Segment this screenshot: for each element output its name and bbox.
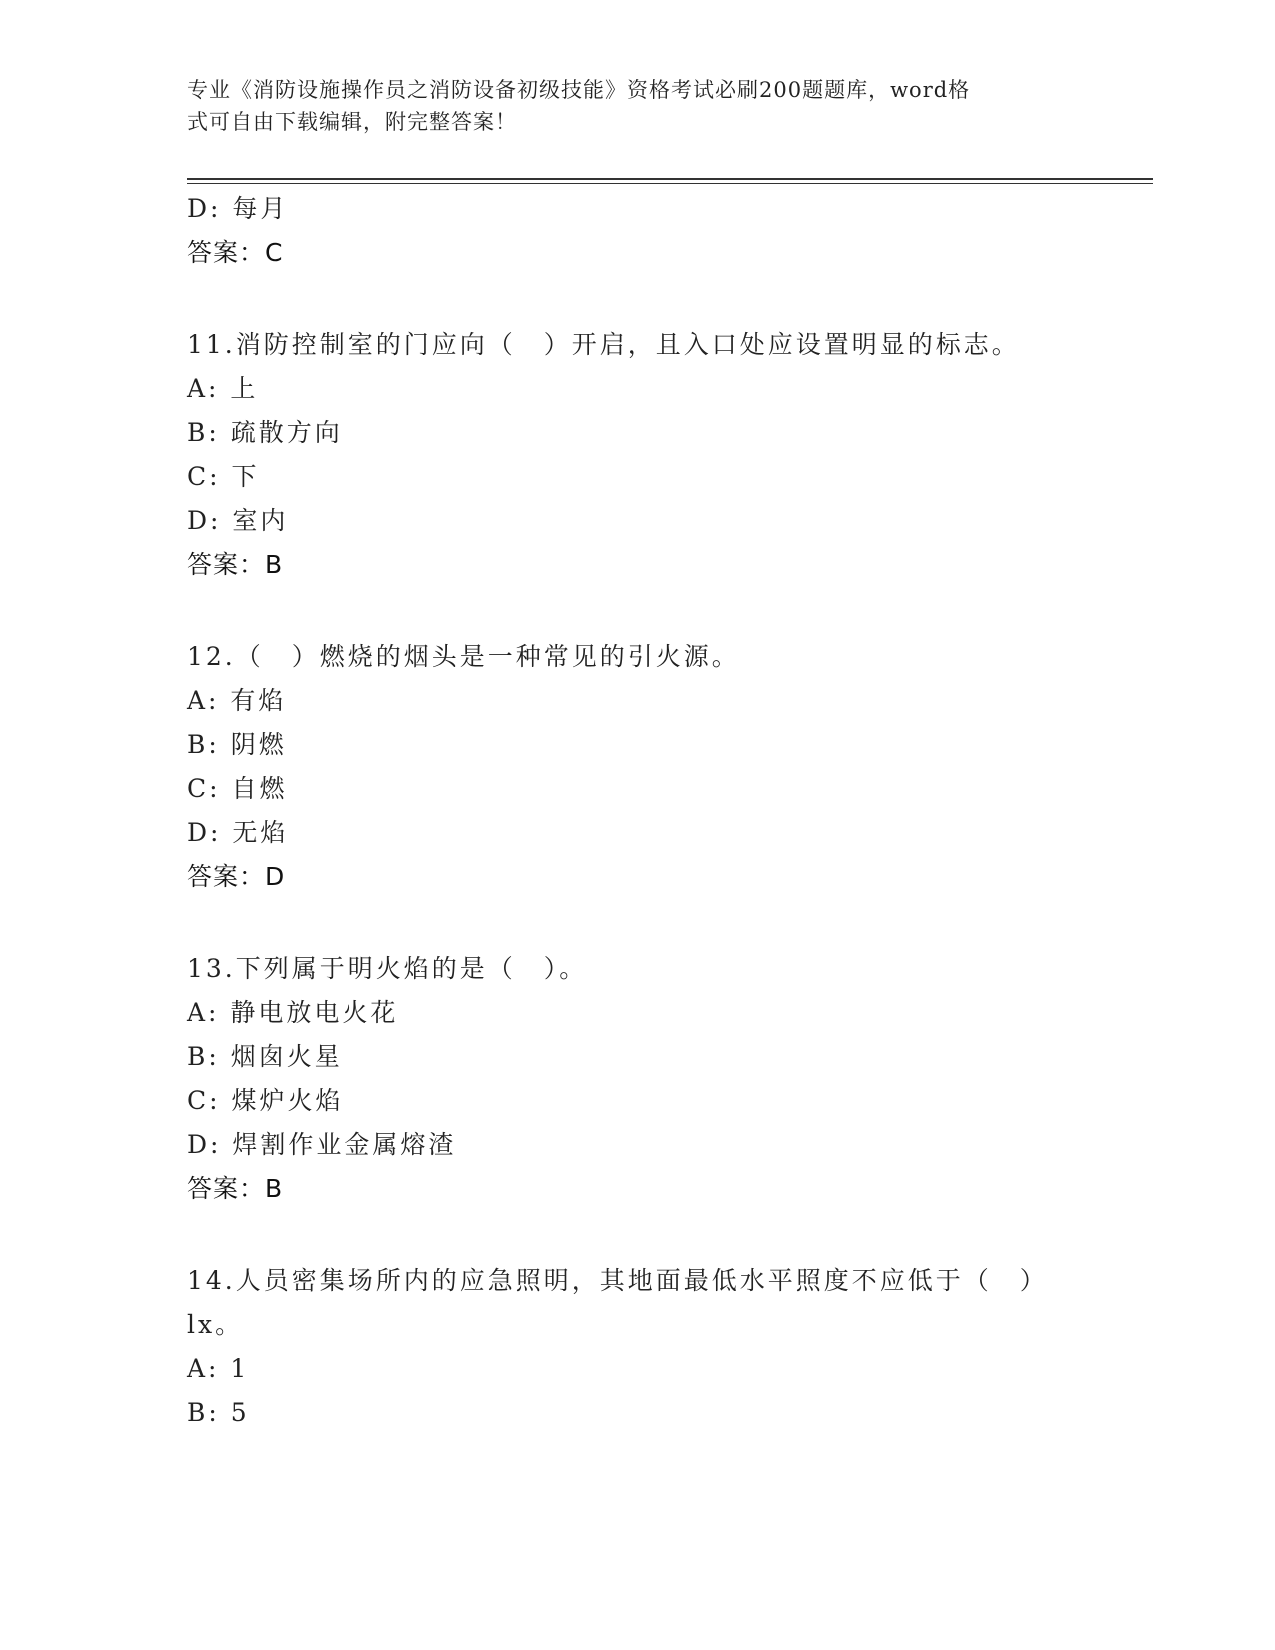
answer-line: 答案：D bbox=[187, 862, 286, 891]
option-b: B: 阴燃 bbox=[187, 730, 287, 759]
option-b: B: 5 bbox=[187, 1398, 250, 1427]
option-d: D: 无焰 bbox=[187, 818, 289, 847]
option-d: D: 每月 bbox=[187, 194, 289, 223]
option-d: D: 室内 bbox=[187, 506, 289, 535]
option-b: B: 疏散方向 bbox=[187, 418, 343, 447]
answer-line: 答案：C bbox=[187, 238, 284, 267]
question-stem-14: 14.人员密集场所内的应急照明，其地面最低水平照度不应低于（ ） bbox=[187, 1266, 1048, 1295]
option-a: A: 静电放电火花 bbox=[187, 998, 399, 1027]
header-divider-thin bbox=[187, 183, 1153, 184]
option-c: C: 下 bbox=[187, 462, 260, 491]
header-line-2: 式可自由下载编辑，附完整答案！ bbox=[187, 110, 517, 134]
question-stem-11: 11.消防控制室的门应向（ ）开启，且入口处应设置明显的标志。 bbox=[187, 330, 1020, 359]
option-a: A: 上 bbox=[187, 374, 259, 403]
question-stem-14-continued: lx。 bbox=[187, 1310, 244, 1339]
question-stem-13: 13.下列属于明火焰的是（ ）。 bbox=[187, 954, 588, 983]
option-a: A: 有焰 bbox=[187, 686, 287, 715]
answer-line: 答案：B bbox=[187, 550, 284, 579]
option-d: D: 焊割作业金属熔渣 bbox=[187, 1130, 457, 1159]
option-a: A: 1 bbox=[187, 1354, 250, 1383]
question-stem-12: 12.（ ）燃烧的烟头是一种常见的引火源。 bbox=[187, 642, 740, 671]
answer-line: 答案：B bbox=[187, 1174, 284, 1203]
header-divider-thick bbox=[187, 178, 1153, 180]
header-line-1: 专业《消防设施操作员之消防设备初级技能》资格考试必刷200题题库，word格 bbox=[187, 78, 971, 102]
option-c: C: 煤炉火焰 bbox=[187, 1086, 344, 1115]
document-header bbox=[187, 74, 1067, 138]
option-c: C: 自燃 bbox=[187, 774, 288, 803]
option-b: B: 烟囱火星 bbox=[187, 1042, 343, 1071]
